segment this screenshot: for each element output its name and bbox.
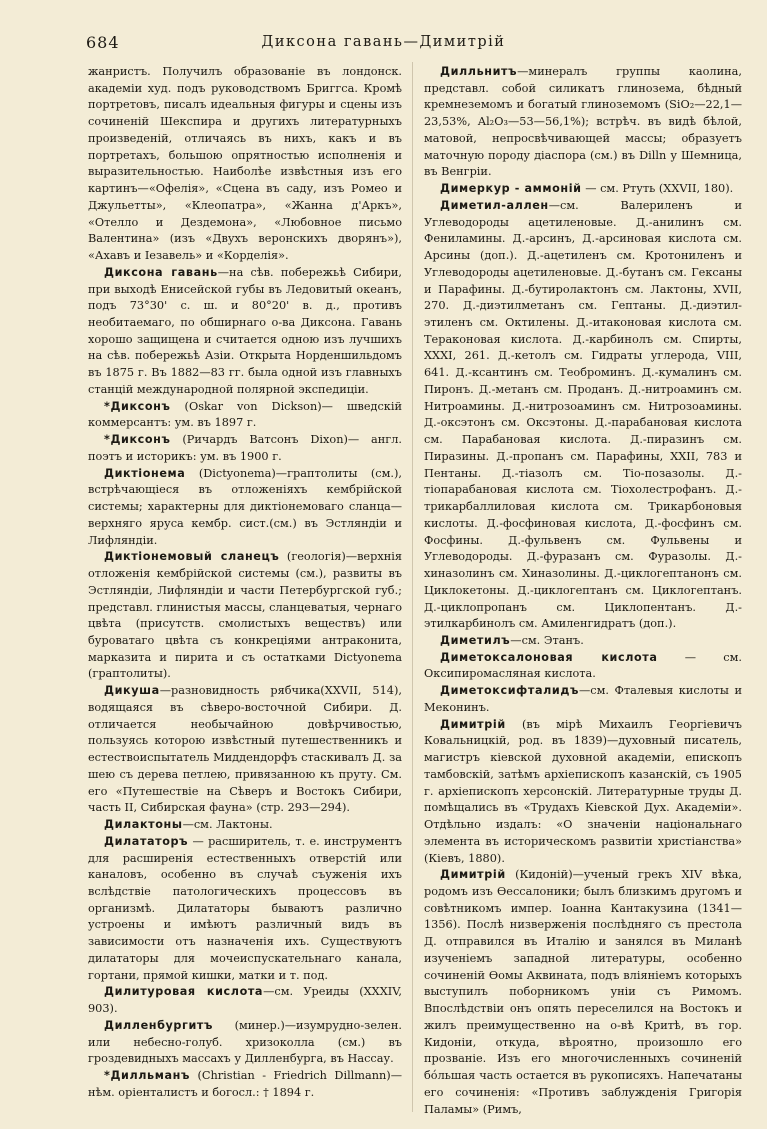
entry-text: (геологія)—верхнія отложенія кембрійской системы (см.), развиты въ Эстляндіи, Лифляндіи и части Петербургской губ.; представл. глинистыя массы, сланцеватыя, чернаго цвѣта (присутств. смолистыхъ веществъ) или буроватаго цвѣта съ конкреціями антраконита, марказита и пирита и съ остатками Dictyonema (граптолиты). (88, 550, 402, 681)
entry-headword: Дилльнитъ (440, 65, 518, 78)
entry (424, 198, 742, 633)
page-number: 684 (86, 33, 120, 52)
right-column (424, 64, 742, 1118)
entry-text: —на сѣв. побережьѣ Сибири, при выходѣ Енисейской губы въ Ледовитый океанъ, подъ 73°30' с. ш. и 80°20' в. д., противъ необитаемаго, по обширнаго о-ва Диксона. Гавань хорошо защищена и считается одною изъ лучшихъ на сѣв. побережьѣ Азіи. Открыта Норденшильдомъ въ 1875 г. Въ 1882—83 гг. была одной изъ главныхъ станцій международной полярной экспедиціи. (88, 265, 402, 396)
entry-text: —см. Фталевыя кислоты и Меконинъ. (424, 684, 742, 714)
entry-headword: Дикуша (104, 684, 160, 698)
entry-headword: *Дилльманъ (104, 1069, 190, 1083)
entry-headword: Дилитуровая кислота (104, 985, 264, 999)
entry-text: —см. Лактоны. (182, 818, 273, 832)
entry-text: —см. Этанъ. (510, 633, 584, 647)
entry (424, 633, 742, 650)
entry (424, 650, 742, 683)
entry (88, 1068, 402, 1101)
entry-headword: *Диксонъ (104, 399, 171, 413)
page-header (0, 33, 767, 55)
entry-headword: Диметоксалоновая кислота (440, 650, 658, 664)
entry-text: — см. Ртуть (XXVII, 180). (581, 182, 734, 196)
entry (88, 834, 402, 985)
entry-text: (Oskar von Dickson)— шведскій коммерсантъ: ум. въ 1897 г. (88, 399, 402, 430)
entry (424, 181, 742, 198)
running-title: Диксона гавань—Димитрій (261, 34, 506, 50)
entry-text: — см. Оксипиромасляная кислота. (424, 650, 743, 681)
entry (88, 265, 402, 399)
entry (424, 64, 742, 181)
entry-text: —см. Валериленъ и Углеводороды ацетиленовые. Д.-анилинъ см. Фениламины. Д.-арсинъ, Д.-арсиновая кислота см. Арсины (доп.). Д.-ацетиленъ см. Кротониленъ и Углеводороды ацетиленовые. Д.-бутанъ см. Гексаны и Парафины. Д.-бутиролактонъ см. Лактоны, XVII, 270. Д.-диэтилметанъ см. Гептаны. Д.-диэтил-этиленъ см. Октилены. Д.-итаконовая кислота см. Тераконовая кислота. Д.-карбинолъ см. Спирты, XXXI, 261. Д.-кетолъ см. Гидраты углерода, VIII, 641. Д.-ксантинъ см. Теоброминъ. Д.-кумалинъ см. Пиронъ. Д.-метанъ см. Проданъ. Д.-нитроаминъ см. Нитроамины. Д.-нитрозоаминъ см. Нитрозоамины. Д.-оксэтонъ см. Оксэтоны. Д.-парабановая кислота см. Парабановая кислота. Д.-пиразинъ см. Пиразины. Д.-пропанъ см. Парафины, XXII, 783 и Пентаны. Д.-тіазолъ см. Тіо-позазолы. Д.-тіопарабановая кислота см. Тіохолестрофанъ. Д.-трикарбаллиловая кислота см. Трикарбоновыя кислоты. Д.-фосфиновая кислота, Д.-фосфинъ см. Фосфины. Д.-фульвенъ см. Фульвены и Углеводороды. Д.-фуразанъ см. Фуразолы. Д.-хиназолинъ см. Хиназолины. Д.-циклогептанонъ см. Циклокетоны. Д.-циклогептанъ см. Циклогептанъ. Д.-циклопропанъ см. Циклопентанъ. Д.-этилкарбинолъ см. Амиленгидратъ (доп.). (424, 198, 742, 631)
entry-text: (Dictyonema)—граптолиты (см.), встрѣчающіеся въ отложеніяхъ кембрійской системы; характерны для диктіонемоваго сланца—верхняго яруса кембр. сист.(см.) въ Эстляндіи и Лифляндіи. (88, 466, 402, 547)
entry (424, 867, 742, 1118)
entry (424, 717, 742, 868)
entry-headword: Дилактоны (104, 818, 183, 832)
entry-text: (минер.)—изумрудно-зелен. или небесно-голуб. хризоколла (см.) въ гроздевидныхъ массахъ у Дилленбурга, въ Нассау. (88, 1018, 402, 1066)
entry-headword: Димеркур - аммоній (440, 182, 582, 196)
entry (88, 683, 402, 817)
entry-headword: Димитрій (440, 717, 506, 731)
entry-text: — расширитель, т. е. инструментъ для расширенія естественныхъ отверстій или каналовъ, особенно въ случаѣ съуженія ихъ вслѣдствіе патологическихъ процессовъ въ организмѣ. Дилататоры бываютъ различно устроены и имѣютъ различный видъ въ зависимости отъ назначенія ихъ. Существуютъ дилататоры для мочеиспускательнаго канала, гортани, прямой кишки, матки и т. под. (88, 834, 402, 982)
entry (424, 683, 742, 716)
entry-text: —разновидность рябчика(XXVII, 514), водящаяся въ сѣверо-восточной Сибири. Д. отличается необычайною довѣрчивостью, пользуясь которою извѣстный путешественникъ и естествоиспытатель Миддендорфъ стаскивалъ Д. за шею съ дерева петлею, привязанною къ пруту. См. его «Путешествіе на Сѣверъ и Востокъ Сибири, часть II, Сибирская фауна» (стр. 293—294). (88, 684, 402, 815)
entry (88, 64, 402, 265)
entry-headword: *Диксонъ (104, 433, 171, 447)
entry (88, 399, 402, 432)
entry-text: (въ мірѣ Михаилъ Георгіевичъ Ковальницкій, род. въ 1839)—духовный писатель, магистръ кіевской духовной академіи, епископъ тамбовскій, затѣмъ архіепископъ казанскій, съ 1905 г. архіепископъ херсонскій. Литературные труды Д. помѣщались въ «Трудахъ Кіевской Дух. Академіи». Отдѣльно издалъ: «О значеніи національнаго элемента въ историческомъ развитіи христіанства» (Кіевъ, 1880). (424, 717, 742, 865)
column-divider (412, 62, 413, 1112)
entry-headword: Дилататоръ (104, 834, 189, 848)
entry-text: —см. Уреиды (XXXIV, 903). (88, 985, 402, 1016)
entry-headword: Диметилъ (440, 633, 511, 647)
left-column (88, 64, 402, 1102)
entry-text: (Ричардъ Ватсонъ Dixon)— англ. поэтъ и историкъ: ум. въ 1900 г. (88, 433, 402, 463)
entry (88, 466, 402, 550)
entry-headword: Димитрій (440, 868, 506, 882)
entry-text: (Кидоній)—ученый грекъ XIV вѣка, родомъ изъ Ѳессалоники; былъ близкимъ другомъ и совѣтникомъ импер. Іоанна Кантакузина (1341—1356). Послѣ низверженія послѣдняго съ престола Д. отправился въ Италію и занялся въ Миланѣ изученіемъ западной литературы, особенно сочиненій Ѳомы Аквината, подъ вліяніемъ которыхъ выступилъ поборникомъ уніи съ Римомъ. Впослѣдствіи онъ опять переселился на Востокъ и жилъ преимущественно на о-вѣ Критѣ, въ гор. Кидоніи, откуда, вѣроятно, произошло его прозваніе. Изъ его многочисленныхъ сочиненій бóльшая часть остается въ рукописяхъ. Напечатаны его сочиненія: «Противъ заблужденія Григорія Паламы» (Римъ, (424, 868, 742, 1116)
entry-headword: Диметил-аллен (440, 198, 549, 212)
entry-text: (Christian - Friedrich Dillmann)—нѣм. оріенталистъ и богосл.: † 1894 г. (88, 1069, 402, 1099)
entry-text: —минералъ группы каолина, представл. собой силикатъ глинозема, бѣдный кремнеземомъ и богатый глиноземомъ (SiO₂—22,1—23,53%, Al₂O₃—53—56,1%); встрѣч. въ видѣ бѣлой, матовой, непросвѣчивающей массы; образуетъ маточную породу діаспора (см.) въ Dilln у Шемница, въ Венгріи. (424, 65, 742, 179)
entry (88, 549, 402, 683)
entry-headword: Диктіонемовый сланецъ (104, 550, 280, 564)
entry-headword: Диметоксифталидъ (440, 684, 579, 698)
entry (88, 1018, 402, 1068)
entry-headword: Диксона гавань (104, 265, 218, 279)
entry (88, 984, 402, 1017)
entry (88, 817, 402, 834)
entry-headword: Дилленбургитъ (104, 1018, 213, 1032)
entry-text: жанристъ. Получилъ образованіе въ лондонск. академіи худ. подъ руководствомъ Бриггса. Кромѣ портретовъ, писалъ идеальныя фигуры и сцены изъ сочиненій Шекспира и другихъ литературныхъ произведеній, отличаясь въ нихъ, какъ и въ портретахъ, большою опрятностью исполненія и выразительностью. Наиболѣе извѣстныя изъ его картинъ—«Офелія», «Сцена въ саду, изъ Ромео и Джульетты», «Клеопатра», «Жанна д'Аркъ», «Отелло и Дездемона», «Любовное письмо Валентина» (изъ «Двухъ веронскихъ дворянъ»), «Ахавъ и Іезавель» и «Корделія». (88, 65, 402, 263)
entry (88, 432, 402, 465)
entry-headword: Диктіонема (104, 466, 186, 480)
